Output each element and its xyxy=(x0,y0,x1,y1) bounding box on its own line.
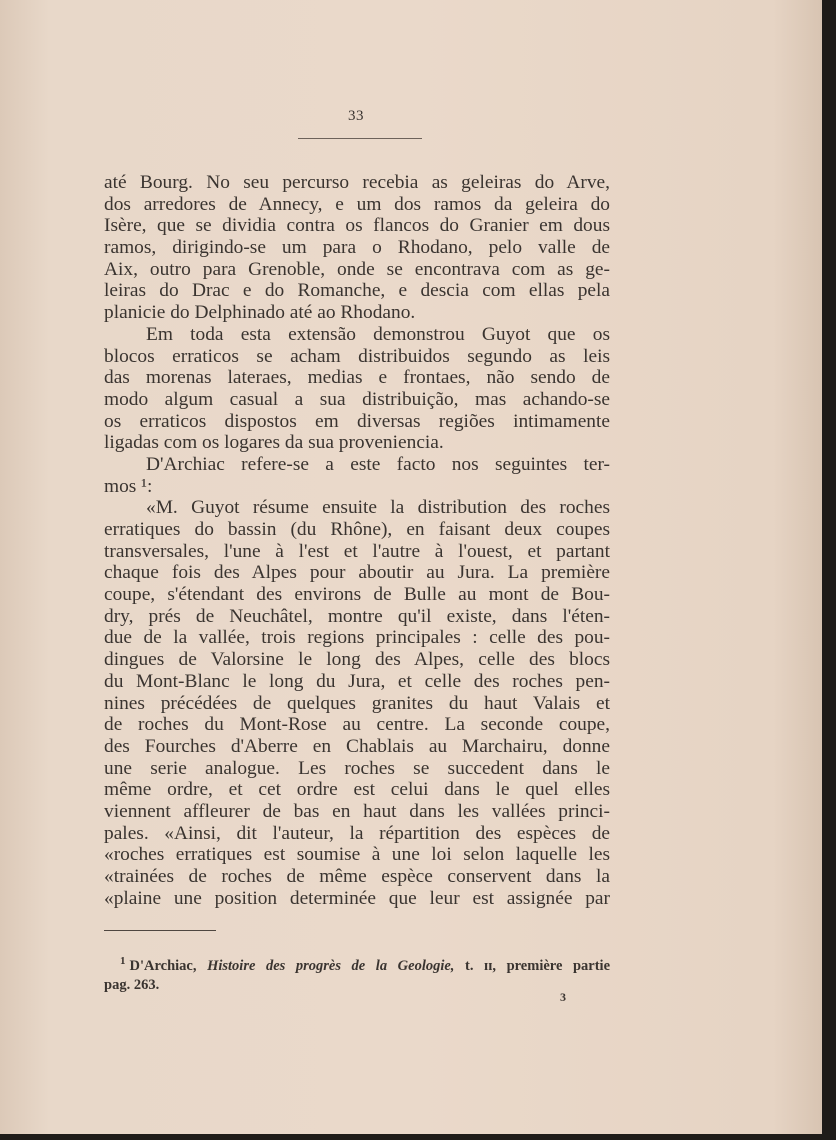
text-line: chaque fois des Alpes pour aboutir au Jura. La première xyxy=(104,562,610,584)
page-number: 33 xyxy=(348,108,364,124)
text-line: Aix, outro para Grenoble, onde se encontrava com as ge- xyxy=(104,258,610,280)
text-line: Em toda esta extensão demonstrou Guyot que os xyxy=(146,323,610,345)
text-line: das morenas lateraes, medias e frontaes, não sendo de xyxy=(104,367,610,389)
text-line: du Mont-Blanc le long du Jura, et celle des roches pen- xyxy=(104,670,610,692)
footnote-line: pag. 263. xyxy=(104,976,160,993)
footnote xyxy=(104,952,610,995)
header-rule xyxy=(298,138,422,139)
footnote-line xyxy=(104,952,610,976)
text-line: viennent affleurer de bas en haut dans les vallées princi- xyxy=(104,800,610,822)
text-line: dos arredores de Annecy, e um dos ramos da geleira do xyxy=(104,193,610,215)
signature-mark: 3 xyxy=(560,990,566,1004)
text-line: blocos erraticos se acham distribuidos segundo as leis xyxy=(104,345,610,367)
text-line: une serie analogue. Les roches se succedent dans le xyxy=(104,757,610,779)
text-line: os erraticos dispostos em diversas regiões intimamente xyxy=(104,410,610,432)
text-line: «plaine une position determinée que leur est assignée par xyxy=(104,887,610,909)
text-line: ligadas com os logares da sua proveniencia. xyxy=(104,432,444,454)
text-line: des Fourches d'Aberre en Chablais au Marchairu, donne xyxy=(104,735,610,757)
text-line: transversales, l'une à l'est et l'autre à l'ouest, et partant xyxy=(104,540,610,562)
text-line: planicie do Delphinado até ao Rhodano. xyxy=(104,302,416,324)
text-line: pales. «Ainsi, dit l'auteur, la répartition des espèces de xyxy=(104,822,610,844)
text-line: mos ¹: xyxy=(104,475,153,497)
body-text xyxy=(104,172,610,909)
text-line: dingues de Valorsine le long des Alpes, celle des blocs xyxy=(104,649,610,671)
text-line: «M. Guyot résume ensuite la distribution des roches xyxy=(146,497,610,519)
text-line: même ordre, et cet ordre est celui dans le quel elles xyxy=(104,779,610,801)
text-line: nines précédées de quelques granites du haut Valais et xyxy=(104,692,610,714)
footnote-author: D'Archiac, xyxy=(129,957,197,974)
text-line: modo algum casual a sua distribuição, mas achando-se xyxy=(104,388,610,410)
text-line: erratiques do bassin (du Rhône), en faisant deux coupes xyxy=(104,519,610,540)
text-line: Isère, que se dividia contra os flancos do Granier em dous xyxy=(104,215,610,237)
page-bottom-shadow xyxy=(0,1134,836,1140)
text-line: dry, prés de Neuchâtel, montre qu'il existe, dans l'éten- xyxy=(104,605,610,627)
footnote-rule xyxy=(104,930,216,931)
text-line: D'Archiac refere-se a este facto nos seguintes ter- xyxy=(146,453,610,475)
text-line: «roches erratiques est soumise à une loi selon laquelle les xyxy=(104,844,610,866)
text-line: até Bourg. No seu percurso recebia as geleiras do Arve, xyxy=(104,172,610,193)
text-line: coupe, s'étendant des environs de Bulle au mont de Bou- xyxy=(104,584,610,606)
text-line: due de la vallée, trois regions principales : celle des pou- xyxy=(104,627,610,649)
footnote-title: Histoire des progrès de la Geologie, xyxy=(207,957,455,974)
footnote-marker: 1 xyxy=(120,955,126,967)
text-line: leiras do Drac e do Romanche, e descia com ellas pela xyxy=(104,280,610,302)
text-line: ramos, dirigindo-se um para o Rhodano, pelo valle de xyxy=(104,237,610,259)
text-line: «trainées de roches de même espèce conservent dans la xyxy=(104,866,610,887)
page-edge-shadow xyxy=(822,0,836,1140)
text-line: de roches du Mont-Rose au centre. La seconde coupe, xyxy=(104,714,610,736)
footnote-details: t. ɪɪ, première partie xyxy=(465,957,611,974)
